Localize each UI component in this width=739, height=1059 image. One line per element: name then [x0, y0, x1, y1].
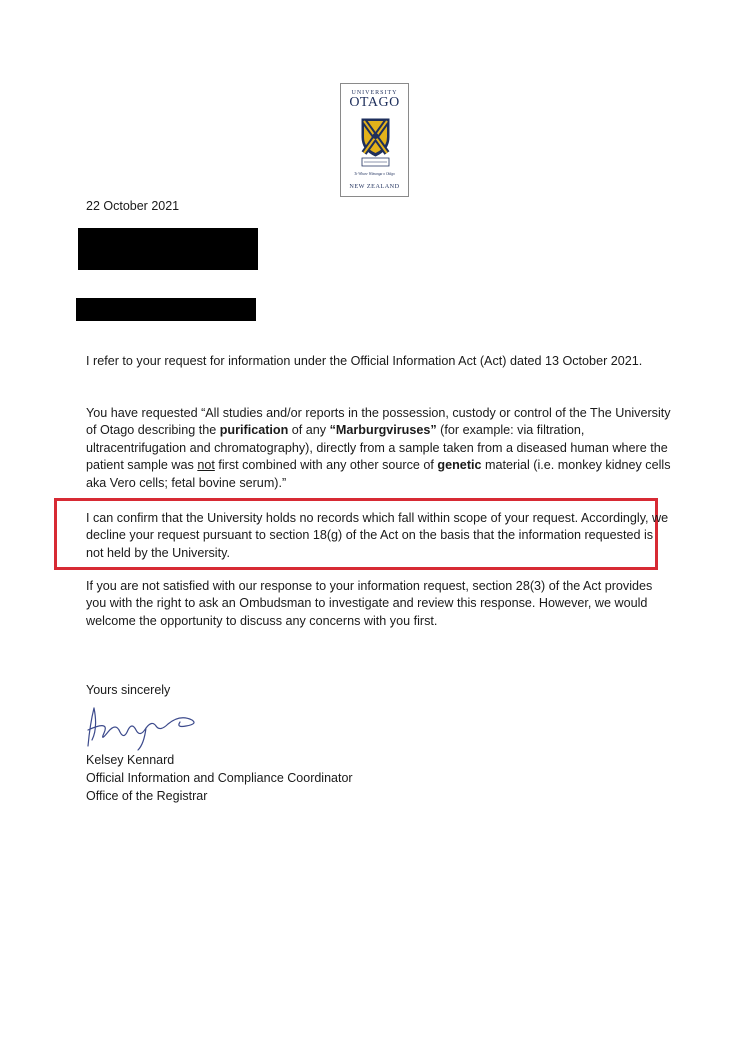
- paragraph-ombudsman: If you are not satisfied with our response to your information request, section 28(3) of the Act provides you with the right to ask an Ombudsman to investigate and review this response. However, we would welcome the opportunity to discuss any concerns with you first.: [86, 579, 653, 628]
- underline-not: not: [197, 458, 215, 473]
- logo-university-text: UNIVERSITY: [351, 90, 398, 96]
- text-segment: of any: [288, 423, 330, 438]
- bold-genetic: genetic: [437, 458, 482, 473]
- logo-country-text: NEW ZEALAND: [349, 183, 400, 190]
- logo-otago-text: OTAGO: [349, 95, 400, 110]
- crest-icon: [360, 117, 391, 169]
- text-segment: (for example: via filtration, ultracentrifugation and chromatography), directly from a sample taken from a diseased human where the patient sample was: [86, 423, 668, 473]
- signature-image: [80, 700, 205, 752]
- signatory-name: Kelsey Kennard: [86, 753, 175, 767]
- paragraph-request-reference: I refer to your request for information under the Official Information Act (Act) dated 13 October 2021.: [86, 354, 643, 368]
- paragraph-request-details: [86, 405, 671, 492]
- university-logo: [340, 83, 409, 197]
- signatory-title: Official Information and Compliance Coordinator: [86, 771, 353, 785]
- redacted-recipient-name: [78, 228, 258, 270]
- letter-date: 22 October 2021: [86, 199, 180, 213]
- text-segment: You have requested “All studies and/or reports in the possession, custody or control of the The University of Otago describing the: [86, 406, 671, 438]
- bold-purification: purification: [219, 423, 289, 438]
- text-segment: first combined with any other source of: [214, 458, 438, 473]
- bold-marburgviruses: “Marburgviruses”: [329, 423, 437, 438]
- signature-block: [86, 751, 353, 805]
- redacted-recipient-salutation: [76, 298, 256, 321]
- text-segment: material (i.e. monkey kidney cells aka Vero cells; fetal bovine serum).”: [86, 458, 671, 490]
- closing: Yours sincerely: [86, 683, 171, 697]
- logo-maori-text: Te Whare Wānanga o Otāgo: [354, 172, 395, 176]
- paragraph-no-records: I can confirm that the University holds no records which fall within scope of your request. Accordingly, we decline your request pursuant to section 18(g) of the Act on the basis that the information requested is not held by the University.: [86, 511, 669, 560]
- signatory-office: Office of the Registrar: [86, 789, 208, 803]
